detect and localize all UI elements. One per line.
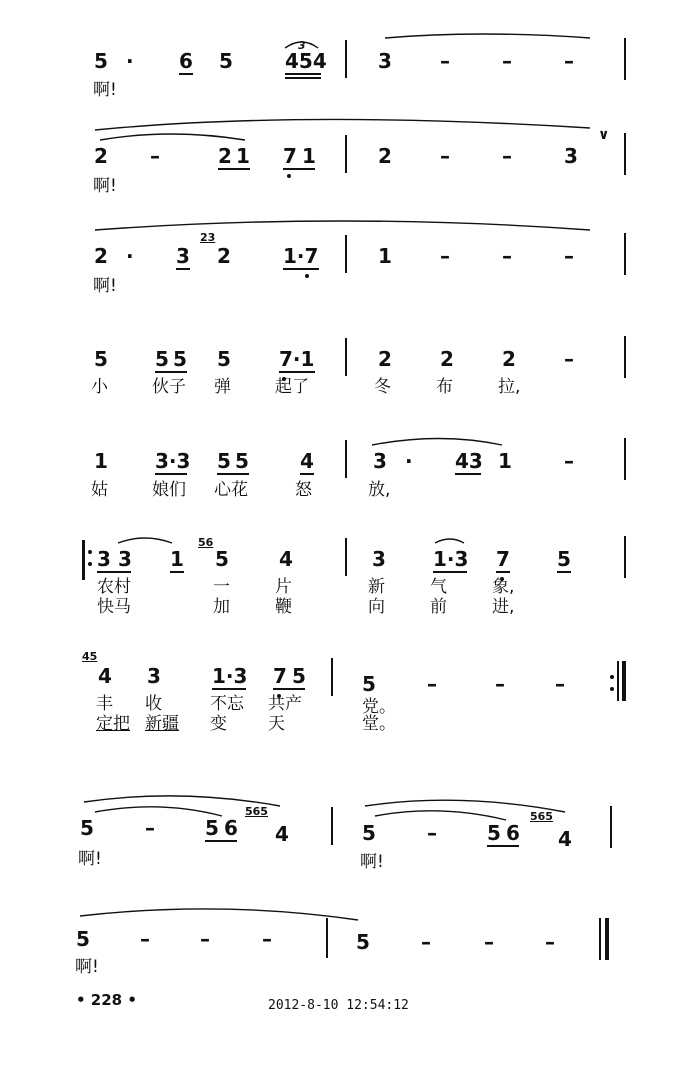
dash: –	[262, 927, 272, 951]
slur	[95, 807, 222, 816]
note: 2	[378, 347, 392, 371]
dash: –	[140, 927, 150, 951]
note: 5	[155, 347, 169, 371]
note: 5	[76, 927, 90, 951]
dash: –	[564, 244, 574, 268]
note: 5	[217, 449, 231, 473]
note: 5	[219, 49, 233, 73]
dash: –	[564, 49, 574, 73]
dash: –	[502, 49, 512, 73]
dash: –	[200, 927, 210, 951]
lyric: 共产	[268, 694, 302, 714]
lyric: 起了	[275, 377, 309, 397]
lyric: 小	[91, 377, 108, 397]
note: 3·3	[155, 449, 191, 473]
note: 4	[279, 547, 293, 571]
lyric-verse-2: 变	[210, 714, 227, 734]
note: 5	[362, 821, 376, 845]
slur	[95, 119, 590, 130]
dash: –	[502, 244, 512, 268]
lyric: 冬	[374, 377, 391, 397]
note: 4	[275, 822, 289, 846]
lyric: 布	[436, 377, 453, 397]
lyric: 放,	[368, 480, 391, 500]
grace-notes: 565	[530, 810, 553, 823]
lyric: 娘们	[152, 480, 186, 500]
dash: –	[440, 144, 450, 168]
note: 1	[94, 449, 108, 473]
note: 1·3	[212, 664, 248, 688]
slur	[80, 909, 358, 920]
dash: –	[564, 347, 574, 371]
lyric-verse-2: 加	[213, 597, 230, 617]
slur	[435, 539, 464, 543]
note: 2	[218, 144, 232, 168]
lyric: 啊!	[360, 852, 384, 872]
note: 3	[564, 144, 578, 168]
lyric: 一	[213, 577, 230, 597]
note: 5	[356, 930, 370, 954]
lyric: 啊!	[93, 176, 117, 196]
dash: –	[440, 49, 450, 73]
note: 5	[217, 347, 231, 371]
lyric: 党。	[362, 697, 396, 717]
lyric: 啊!	[93, 80, 117, 100]
note: 2	[94, 244, 108, 268]
slur	[375, 811, 506, 820]
note: 5	[487, 821, 501, 845]
slur	[95, 221, 590, 230]
dash: –	[545, 930, 555, 954]
lyric: 啊!	[93, 276, 117, 296]
note: 43	[455, 449, 483, 473]
note: 6	[179, 49, 193, 73]
note: 4	[558, 827, 572, 851]
note: 3	[97, 547, 111, 571]
note: 3	[147, 664, 161, 688]
note: 5	[235, 449, 249, 473]
dash: –	[427, 672, 437, 696]
lyric: 丰	[96, 694, 113, 714]
note-dot: ·	[126, 49, 134, 73]
lyric: 心花	[214, 480, 248, 500]
note: 1·3	[433, 547, 469, 571]
dash: –	[564, 449, 574, 473]
note: 5	[362, 672, 376, 696]
lyric: 气	[430, 577, 447, 597]
note: 5	[205, 816, 219, 840]
note: 3	[372, 547, 386, 571]
note: 7	[273, 664, 287, 688]
slur	[100, 134, 245, 140]
slur	[385, 34, 590, 38]
note: 5	[292, 664, 306, 688]
triplet-bracket	[285, 42, 318, 48]
grace-notes: 23	[200, 231, 216, 244]
note: 5	[80, 816, 94, 840]
note: 6	[224, 816, 238, 840]
note-dot: ·	[126, 244, 134, 268]
note: 4	[300, 449, 314, 473]
note: 1·7	[283, 244, 319, 268]
lyric: 片	[275, 577, 292, 597]
note: 1	[378, 244, 392, 268]
lyric-verse-2: 进,	[492, 597, 515, 617]
note: 7	[283, 144, 297, 168]
grace-notes: 56	[198, 536, 214, 549]
lyric: 怒	[295, 480, 312, 500]
lyric: 收	[145, 694, 162, 714]
dash: –	[421, 930, 431, 954]
note: 2	[378, 144, 392, 168]
note: 1	[236, 144, 250, 168]
grace-notes: 565	[245, 805, 268, 818]
dash: –	[145, 816, 155, 840]
dash: –	[427, 821, 437, 845]
lyric: 姑	[91, 480, 108, 500]
note: 5	[94, 347, 108, 371]
lyric: 啊!	[78, 849, 102, 869]
slur	[118, 538, 172, 543]
note: 1	[170, 547, 184, 571]
slur	[372, 439, 502, 446]
note: 3	[118, 547, 132, 571]
lyric-verse-2: 快马	[97, 597, 131, 617]
timestamp: 2012-8-10 12:54:12	[268, 998, 409, 1013]
note: 1	[302, 144, 316, 168]
lyric: 拉,	[498, 377, 521, 397]
dash: –	[555, 672, 565, 696]
note: 3	[378, 49, 392, 73]
page-number: • 228 •	[76, 991, 137, 1009]
lyric: 不忘	[210, 694, 244, 714]
lyric-verse-2: 定把	[96, 714, 130, 734]
lyric: 农村	[97, 577, 131, 597]
note: 5	[94, 49, 108, 73]
dash: –	[440, 244, 450, 268]
breath-mark: ∨	[598, 127, 610, 143]
note: 2	[217, 244, 231, 268]
note: 5	[215, 547, 229, 571]
slur	[84, 796, 280, 806]
dash: –	[150, 144, 160, 168]
lyric-verse-2: 鞭	[275, 597, 292, 617]
note: 5	[173, 347, 187, 371]
note: 2	[440, 347, 454, 371]
lyric: 伙子	[152, 377, 186, 397]
lyric-verse-2: 向	[368, 597, 385, 617]
lyric: 新	[368, 577, 385, 597]
note: 2	[94, 144, 108, 168]
note: 6	[506, 821, 520, 845]
note: 454	[285, 49, 327, 73]
note: 4	[98, 664, 112, 688]
slur	[365, 800, 565, 812]
lyric-verse-2: 新疆	[145, 714, 179, 734]
note: 3	[373, 449, 387, 473]
lyric: 象,	[492, 577, 515, 597]
dash: –	[484, 930, 494, 954]
grace-notes: 45	[82, 650, 98, 663]
dash: –	[495, 672, 505, 696]
lyric-verse-2: 堂。	[362, 714, 396, 734]
triplet-mark: 3	[298, 39, 306, 52]
lyric-verse-2: 天	[268, 714, 285, 734]
lyric: 弹	[214, 377, 231, 397]
note: 7	[496, 547, 510, 571]
lyric: 啊!	[75, 957, 99, 977]
note-dot: ·	[405, 449, 413, 473]
note: 7·1	[279, 347, 315, 371]
note: 3	[176, 244, 190, 268]
lyric-verse-2: 前	[430, 597, 447, 617]
dash: –	[502, 144, 512, 168]
note: 1	[498, 449, 512, 473]
note: 2	[502, 347, 516, 371]
note: 5	[557, 547, 571, 571]
